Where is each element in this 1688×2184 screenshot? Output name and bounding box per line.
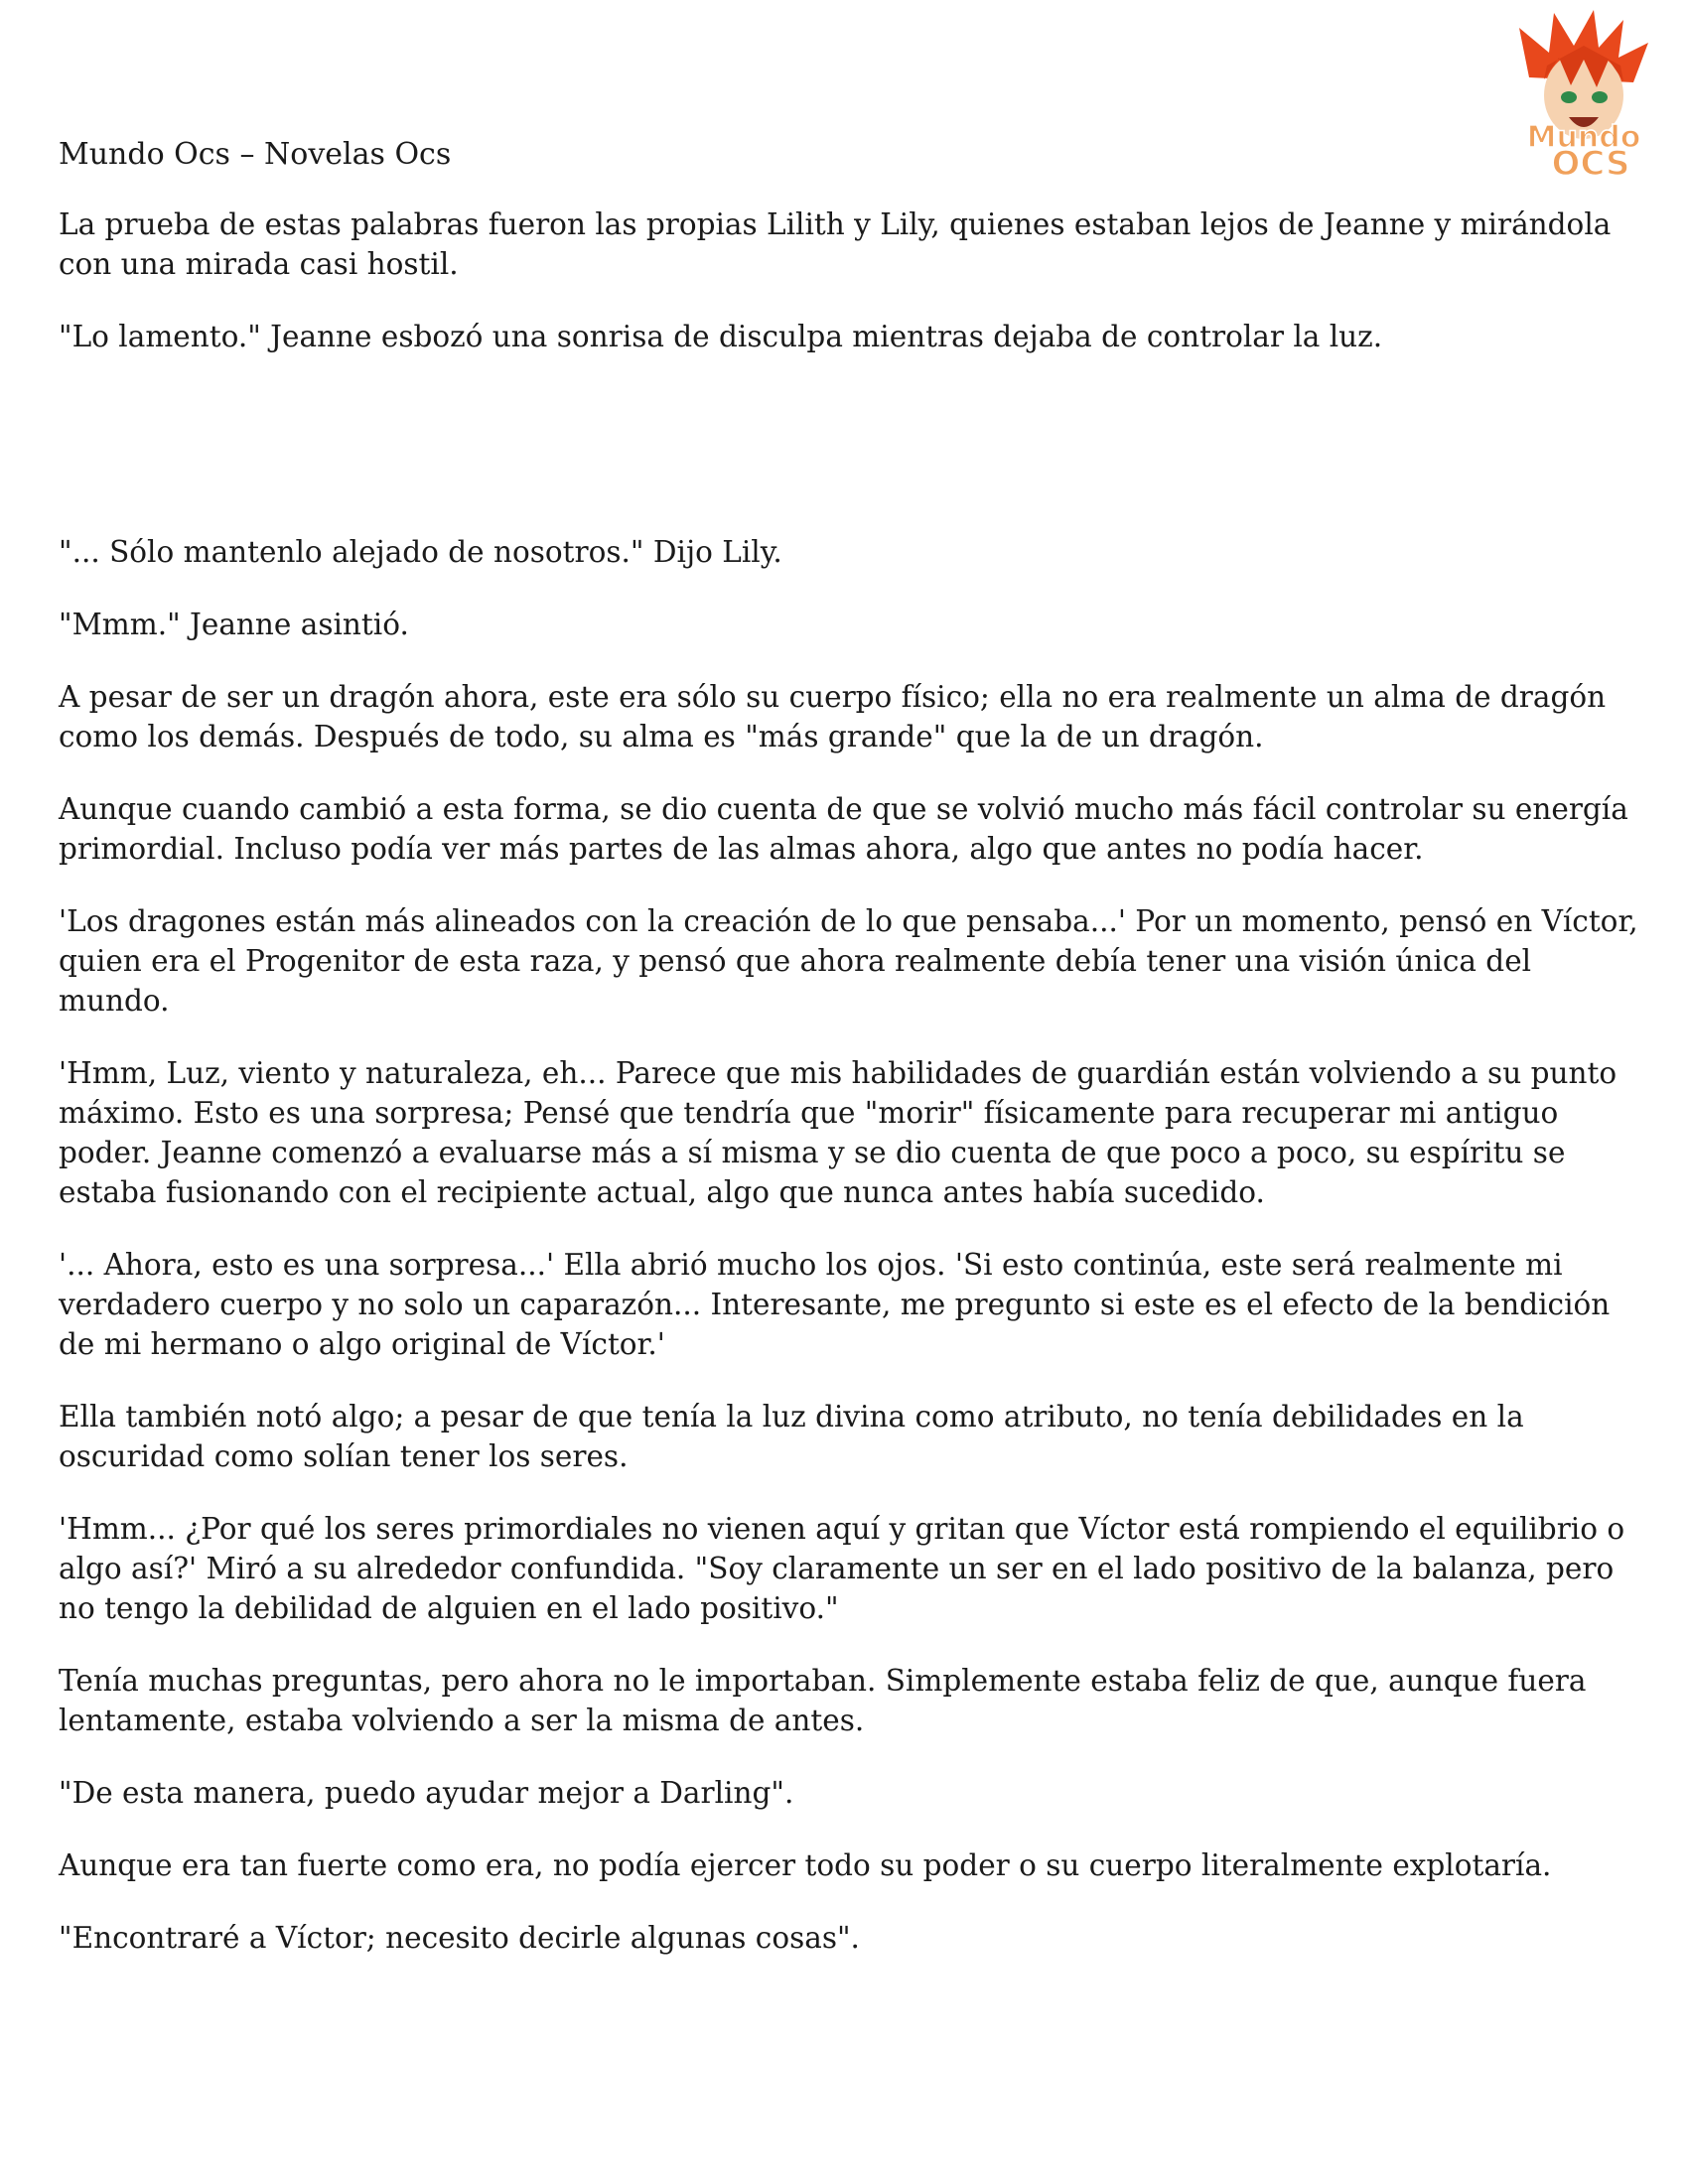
paragraph: Aunque cuando cambió a esta forma, se dio cuenta de que se volvió mucho más fácil controlar su energía primordial. Incluso podía ver más partes de las almas ahora, algo que antes no podía hacer. bbox=[59, 792, 1628, 866]
paragraph: A pesar de ser un dragón ahora, este era sólo su cuerpo físico; ella no era realmente un alma de dragón como los demás. Después de todo, su alma es "más grande" que la de un dragón. bbox=[59, 680, 1607, 753]
paragraph: Ella también notó algo; a pesar de que tenía la luz divina como atributo, no tenía debilidades en la oscuridad como solían tener los seres. bbox=[59, 1400, 1524, 1473]
paragraph: '... Ahora, esto es una sorpresa...' Ella abrió mucho los ojos. 'Si esto continúa, este será realmente mi verdadero cuerpo y no solo un caparazón... Interesante, me pregunto si este es el efecto de la bendición de mi hermano o algo original de Víctor.' bbox=[59, 1248, 1611, 1361]
logo-text-top: Mundo bbox=[1526, 120, 1641, 155]
logo-text-bottom: OCS bbox=[1551, 144, 1630, 182]
paragraph: "De esta manera, puedo ayudar mejor a Darling". bbox=[59, 1776, 794, 1810]
paragraph: Aunque era tan fuerte como era, no podía ejercer todo su poder o su cuerpo literalmente explotaría. bbox=[59, 1848, 1552, 1882]
paragraph: 'Hmm, Luz, viento y naturaleza, eh... Parece que mis habilidades de guardián están volviendo a su punto máximo. Esto es una sorpresa; Pensé que tendría que "morir" físicamente para recuperar mi antiguo poder. Jeanne comenzó a evaluarse más a sí misma y se dio cuenta de que poco a poco, su espíritu se estaba fusionando con el recipiente actual, algo que nunca antes había sucedido. bbox=[59, 1056, 1618, 1209]
right-eye bbox=[1592, 91, 1608, 103]
left-eye bbox=[1561, 91, 1577, 103]
blank-space bbox=[59, 389, 1647, 532]
paragraph: Tenía muchas preguntas, pero ahora no le importaban. Simplemente estaba feliz de que, aunque fuera lentamente, estaba volviendo a ser la misma de antes. bbox=[59, 1664, 1587, 1737]
paragraph: "Encontraré a Víctor; necesito decirle algunas cosas". bbox=[59, 1921, 860, 1955]
paragraph: "Lo lamento." Jeanne esbozó una sonrisa de disculpa mientras dejaba de controlar la luz. bbox=[59, 320, 1383, 353]
story-body bbox=[59, 205, 1647, 1990]
paragraph: "Mmm." Jeanne asintió. bbox=[59, 608, 409, 641]
paragraph: 'Hmm... ¿Por qué los seres primordiales no vienen aquí y gritan que Víctor está rompiendo el equilibrio o algo así?' Miró a su alrededor confundida. "Soy claramente un ser en el lado positivo de la balanza, pero no tengo la debilidad de alguien en el lado positivo." bbox=[59, 1512, 1625, 1625]
paragraph: "... Sólo mantenlo alejado de nosotros." Dijo Lily. bbox=[59, 535, 782, 569]
mundo-ocs-logo bbox=[1499, 8, 1668, 182]
mundo-ocs-logo-art bbox=[1499, 8, 1668, 182]
paragraph: La prueba de estas palabras fueron las propias Lilith y Lily, quienes estaban lejos de Jeanne y mirándola con una mirada casi hostil. bbox=[59, 207, 1612, 281]
paragraph: 'Los dragones están más alineados con la creación de lo que pensaba...' Por un momento, pensó en Víctor, quien era el Progenitor de esta raza, y pensó que ahora realmente debía tener una visión única del mundo. bbox=[59, 904, 1638, 1018]
site-header: Mundo Ocs – Novelas Ocs bbox=[59, 137, 452, 172]
